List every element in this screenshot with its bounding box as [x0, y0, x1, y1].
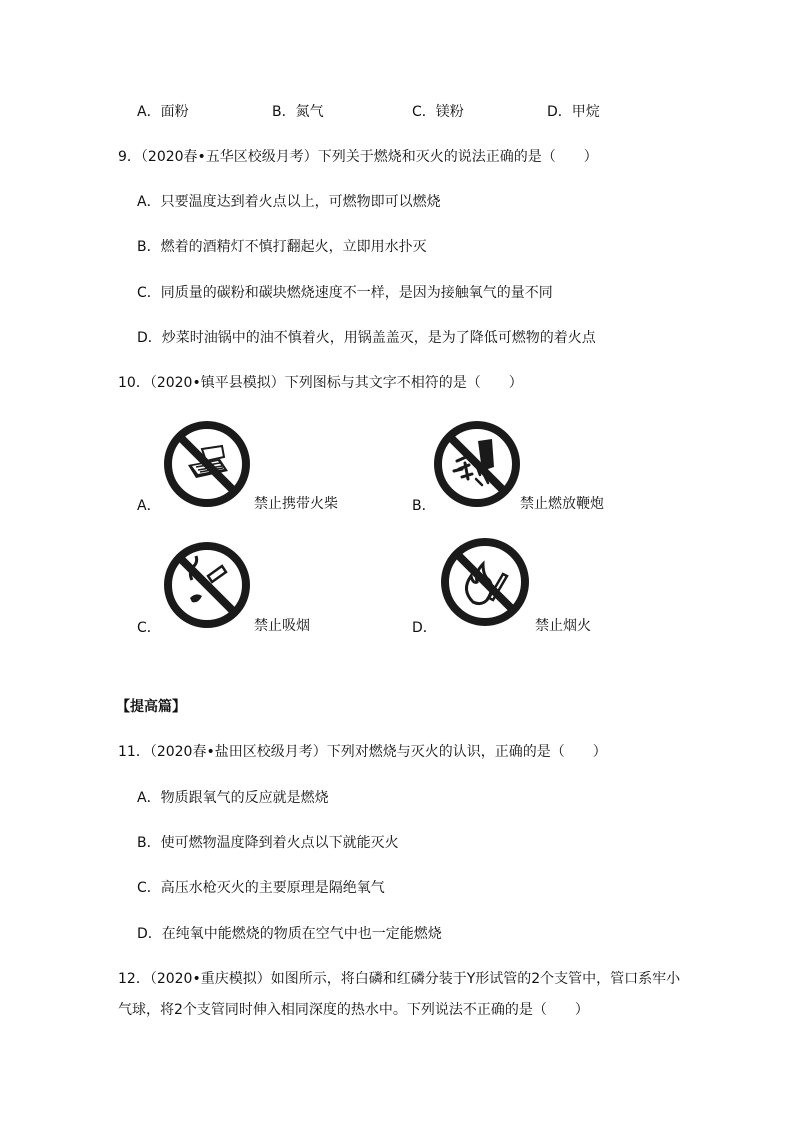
q8-option-b: B．氮气: [272, 104, 324, 120]
q12-stem-line-1: 12．（2020•重庆模拟）如图所示，将白磷和红磷分装于Y形试管的2个支管中，管口系牢小: [118, 971, 681, 987]
q9-option-d: D．炒菜时油锅中的油不慎着火，用锅盖盖灭，是为了降低可燃物的着火点: [137, 330, 596, 346]
q8-option-a: A．面粉: [137, 104, 189, 120]
sign-d-letter: D．: [412, 620, 437, 636]
q9-stem: 9．（2020春•五华区校级月考）下列关于燃烧和灭火的说法正确的是（ ）: [118, 149, 598, 165]
no-fire-icon: [439, 536, 531, 628]
sign-c-letter: C．: [137, 620, 161, 636]
sign-a-letter: A．: [137, 498, 161, 514]
q8-option-c: C．镁粉: [412, 104, 464, 120]
q11-option-a: A．物质跟氧气的反应就是燃烧: [137, 790, 329, 806]
q11-option-d: D．在纯氧中能燃烧的物质在空气中也一定能燃烧: [137, 926, 442, 942]
sign-a-caption: 禁止携带火柴: [254, 496, 338, 512]
q9-option-c: C．同质量的碳粉和碳块燃烧速度不一样，是因为接触氧气的量不同: [137, 285, 553, 301]
no-firecrackers-icon: [432, 419, 522, 509]
sign-d-caption: 禁止烟火: [535, 618, 591, 634]
q8-option-d: D．甲烷: [547, 104, 600, 120]
no-matches-icon: [162, 419, 252, 509]
sign-b-caption: 禁止燃放鞭炮: [520, 496, 604, 512]
q11-stem: 11．（2020春•盐田区校级月考）下列对燃烧与灭火的认识，正确的是（ ）: [118, 744, 607, 760]
no-smoking-icon: [162, 540, 252, 630]
sign-c-caption: 禁止吸烟: [254, 618, 310, 634]
section-title: 【提高篇】: [116, 699, 186, 715]
q11-option-c: C．高压水枪灭火的主要原理是隔绝氧气: [137, 880, 385, 896]
q10-stem: 10．（2020•镇平县模拟）下列图标与其文字不相符的是（ ）: [118, 375, 523, 391]
q11-option-b: B．使可燃物温度降到着火点以下就能灭火: [137, 835, 399, 851]
q9-option-a: A．只要温度达到着火点以上，可燃物即可以燃烧: [137, 194, 441, 210]
q9-option-b: B．燃着的酒精灯不慎打翻起火，立即用水扑灭: [137, 239, 427, 255]
q12-stem-line-2: 气球，将2个支管同时伸入相同深度的热水中。下列说法不正确的是（ ）: [118, 1002, 589, 1018]
sign-b-letter: B．: [412, 498, 436, 514]
